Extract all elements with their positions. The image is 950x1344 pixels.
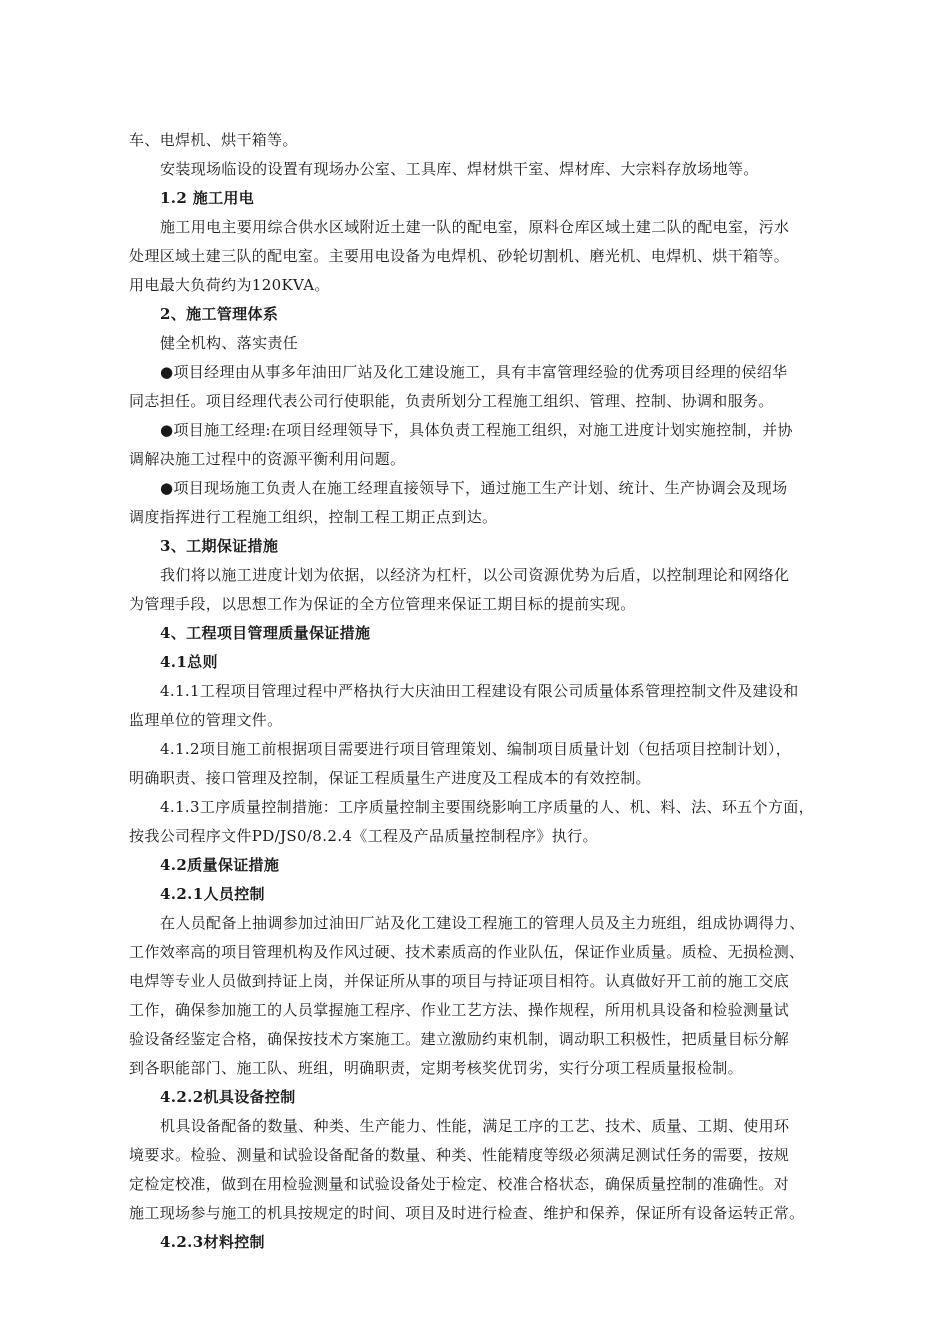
body-text-line: 施工现场参与施工的机具按规定的时间、项目及时进行检查、维护和保养，保证所有设备运转正常。: [129, 1204, 805, 1222]
body-text-line: 4.1.3工序质量控制措施：工序质量控制主要围绕影响工序质量的人、机、料、法、环五个方面，: [160, 798, 814, 816]
bullet-text-line: ●项目现场施工负责人在施工经理直接领导下，通过施工生产计划、统计、生产协调会及现场: [160, 479, 788, 497]
bullet-text-line: ●项目经理由从事多年油田厂站及化工建设施工，具有丰富管理经验的优秀项目经理的侯绍华: [160, 363, 788, 381]
section-heading: 2、施工管理体系: [160, 305, 279, 323]
body-text-line: 电焊等专业人员做到持证上岗，并保证所从事的项目与持证项目相符。认真做好开工前的施工交底: [129, 972, 790, 990]
body-text-line: 监理单位的管理文件。: [129, 711, 283, 729]
section-heading: 1.2 施工用电: [160, 189, 255, 207]
body-text-line: 施工用电主要用综合供水区域附近土建一队的配电室，原料仓库区域土建二队的配电室，污水: [160, 218, 790, 236]
subsection-heading: 4.2.3材料控制: [160, 1233, 265, 1251]
body-text-line: 定检定校准，做到在用检验测量和试验设备处于检定、校准合格状态，确保质量控制的准确性。对: [129, 1175, 790, 1193]
body-text-line: 按我公司程序文件PD/JS0/8.2.4《工程及产品质量控制程序》执行。: [129, 827, 598, 845]
body-text-line: 用电最大负荷约为120KVA。: [129, 276, 330, 294]
body-text-line: 健全机构、落实责任: [160, 334, 299, 352]
bullet-text-line: ●项目施工经理:在项目经理领导下，具体负责工程施工组织，对施工进度计划实施控制，并协: [160, 421, 793, 439]
body-text-line: 工作，确保参加施工的人员掌握施工程序、作业工艺方法、操作规程，所用机具设备和检验测量试: [129, 1001, 790, 1019]
body-text-line: 验设备经鉴定合格，确保按技术方案施工。建立激励约束机制，调动职工积极性，把质量目标分解: [129, 1030, 790, 1048]
section-heading: 3、工期保证措施: [160, 537, 279, 555]
body-text-line: 同志担任。项目经理代表公司行使职能，负责所划分工程施工组织、管理、控制、协调和服务。: [129, 392, 774, 410]
body-text-line: 在人员配备上抽调参加过油田厂站及化工建设工程施工的管理人员及主力班组，组成协调得力、: [160, 914, 805, 932]
body-text-line: 车、电焊机、烘干箱等。: [129, 131, 298, 149]
body-text-line: 到各职能部门、施工队、班组，明确职责，定期考核奖优罚劣，实行分项工程质量报检制。: [129, 1059, 744, 1077]
subsection-heading: 4.2质量保证措施: [160, 856, 280, 874]
body-text-line: 为管理手段，以思想工作为保证的全方位管理来保证工期目标的提前实现。: [129, 595, 636, 613]
body-text-line: 4.1.2项目施工前根据项目需要进行项目管理策划、编制项目质量计划（包括项目控制计划），: [160, 740, 792, 758]
subsection-heading: 4.2.1人员控制: [160, 885, 265, 903]
body-text-line: 安装现场临设的设置有现场办公室、工具库、焊材烘干室、焊材库、大宗料存放场地等。: [160, 160, 759, 178]
body-text-line: 我们将以施工进度计划为依据，以经济为杠杆，以公司资源优势为后盾，以控制理论和网络化: [160, 566, 790, 584]
subsection-heading: 4.1总则: [160, 653, 218, 671]
body-text-line: 调度指挥进行工程施工组织，控制工程工期正点到达。: [129, 508, 498, 526]
section-heading: 4、工程项目管理质量保证措施: [160, 624, 371, 642]
body-text-line: 境要求。检验、测量和试验设备配备的数量、种类、性能精度等级必须满足测试任务的需要，按规: [129, 1146, 790, 1164]
body-text-line: 机具设备配备的数量、种类、生产能力、性能，满足工序的工艺、技术、质量、工期、使用环: [160, 1117, 790, 1135]
body-text-line: 处理区域土建三队的配电室。主要用电设备为电焊机、砂轮切割机、磨光机、电焊机、烘干箱等。: [129, 247, 790, 265]
body-text-line: 4.1.1工程项目管理过程中严格执行大庆油田工程建设有限公司质量体系管理控制文件及建设和: [160, 682, 799, 700]
subsection-heading: 4.2.2机具设备控制: [160, 1088, 296, 1106]
body-text-line: 工作效率高的项目管理机构及作风过硬、技术素质高的作业队伍，保证作业质量。质检、无损检测、: [129, 943, 805, 961]
body-text-line: 明确职责、接口管理及控制，保证工程质量生产进度及工程成本的有效控制。: [129, 769, 651, 787]
body-text-line: 调解决施工过程中的资源平衡利用问题。: [129, 450, 406, 468]
